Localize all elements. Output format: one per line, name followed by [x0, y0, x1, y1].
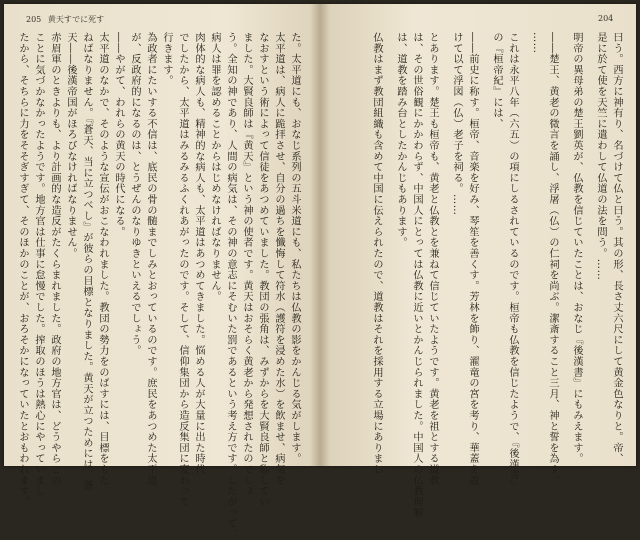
text-line: 曰う。西方に神有り、名づけて仏と曰う。其の形、長さ丈六尺にして黄金色なりと。帝、: [611, 32, 622, 464]
right-page-header: [598, 14, 617, 23]
text-line: ました。大賢良師は『黄天』という神の使者です。黄天はおそらく黄老から発想されたのでしょ: [241, 32, 252, 497]
text-line: は、その世俗観にかかわらず、中国人にとっては仏教に近いとかんじられました。中国人の仏教理解: [411, 32, 422, 518]
text-line: ……: [531, 32, 542, 54]
text-line: 明帝の異母弟の楚王劉英が、仏教を信じていたことは、おなじ『後漢書』にもみえます。: [571, 32, 582, 464]
text-line: 肉体的な病人も、精神的な病人も、太平道はあつめてきました。悩める人が大量に出た時代: [193, 32, 204, 475]
right-page-number: 204: [598, 14, 614, 23]
text-line: 太平道のなかで、そのような宣伝がおこなわれました。教団の勢力をのばすには、目標をもた: [97, 32, 108, 486]
left-page-number: 205: [26, 15, 42, 24]
book-spread: [4, 4, 636, 540]
left-page: [4, 4, 320, 540]
book-gutter: [310, 4, 330, 466]
text-line: 是に於て使を天竺に遣わして仏道の法を問う。……: [595, 32, 606, 281]
text-line: は、道教を踏み台としたかんじもあります。: [395, 32, 406, 248]
text-line: ねばなりません。『蒼天、当に立つべし』が彼らの目標となりました。黄天が立つためには、蒼: [81, 32, 92, 492]
text-line: た。太平道にも、おなじ系列の五斗米道にも、私たちは仏教の影をかんじる気がします。: [289, 32, 300, 464]
text-line: とあります。楚王も桓帝も、黄老と仏教とを兼ねて信じていたようです。黄老を祖とする道教: [427, 32, 438, 486]
text-line: なおすという術によって信徒をあつめていました。教団の張角は、みずからを大賢良師と称してい: [257, 32, 268, 508]
text-line: 赤眉軍のときよりも、より計画的な造反がたくらまれました。政府の地方官は、どうやらこの: [49, 32, 60, 486]
text-line: ――前史に称す。桓帝、音楽を好み、琴笙を善くす。芳林を飾り、濯竜の宮を考り、華蓋を設: [467, 32, 478, 486]
text-line: 太平道は、病人に跪拝させ、自分の過ちを懺悔して符水（護符を浸めた水）を飲ませ、病気を: [273, 32, 284, 486]
right-page: [320, 4, 636, 518]
text-line: 病人は罪を認めることからはじめなければなりません。: [209, 32, 220, 302]
text-line: たから、そちらに力をそそぎすぎて、そのほかのことが、おろそかになっていたとおもわれます。: [17, 32, 28, 508]
text-line: 天――後漢帝国がほろびなければなりません。: [65, 32, 76, 259]
text-line: ことに気づかなかったようです。地方官は仕事に怠慢でした。搾取のほうは熱心にやっていまし: [33, 32, 44, 497]
text-line: 行きます。: [161, 32, 172, 86]
text-line: 為政者にたいする不信は、底民の骨の髄までしみとおっているのです。庶民をあつめた太平道: [145, 32, 156, 486]
text-line: 仏教はまず教団組織も含めて中国に伝えられたので、道教はそれを採用する立場にありまし: [371, 32, 382, 475]
text-line: う。全知の神であり、人間の病気は、その神の意志にそむいた罰であるという考え方です。したがって、: [225, 32, 236, 540]
running-title: 黄天すでに死す: [47, 15, 105, 24]
text-line: の『桓帝紀』には、: [491, 32, 502, 130]
text-line: が、反政府的になるのは、とうぜんのなりゆきといえるでしょう。: [129, 32, 140, 356]
text-line: ――楚王、黄老の微言を誦し、浮屠（仏）の仁祠を尚ぶ。潔斎すること三月、神と誓を為す。: [547, 32, 558, 486]
text-line: これは永平八年（六五）の項にしるされているのです。桓帝も仏教を信じたようで、『後漢書』: [507, 32, 518, 492]
text-line: でしたから、太平道はみるみるふくれあがったのです。そして、信仰集団から造反集団に変わって: [177, 32, 188, 508]
left-page-header: [26, 14, 104, 25]
text-line: ――やがて、われらの黄天の時代になる。: [113, 32, 124, 238]
text-line: けて以て浮図（仏）老子を祠る。……: [451, 32, 462, 216]
